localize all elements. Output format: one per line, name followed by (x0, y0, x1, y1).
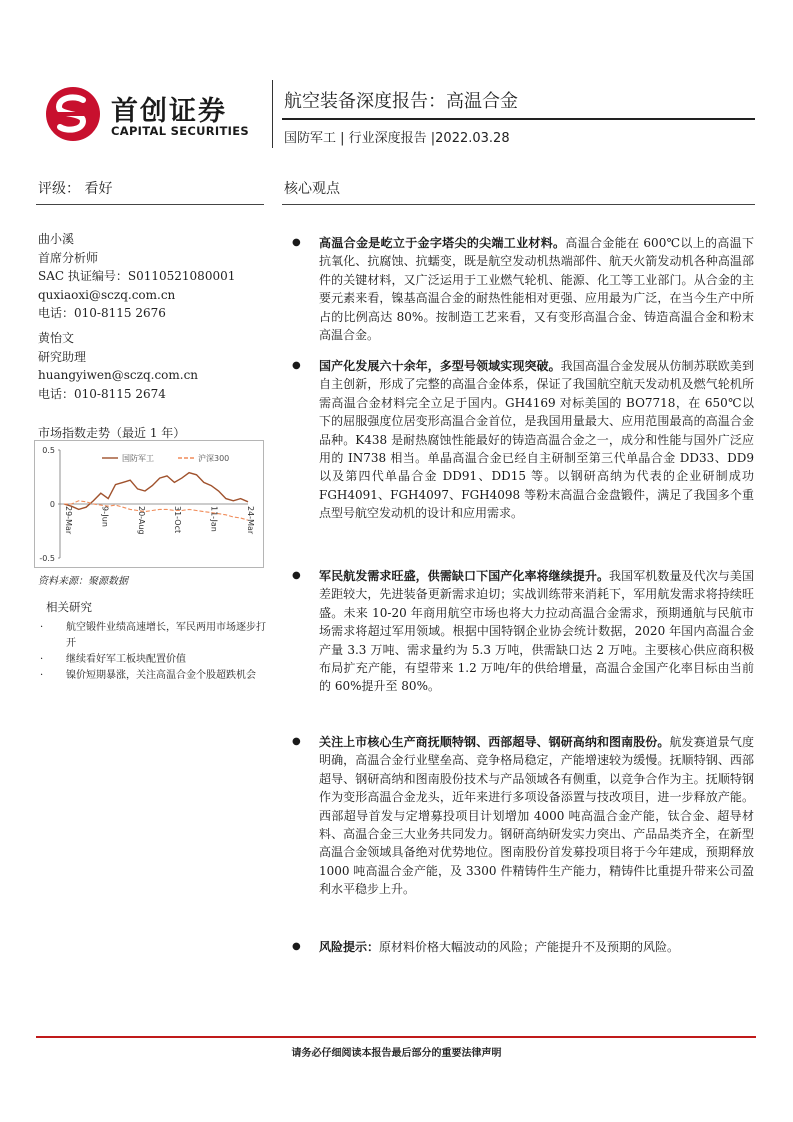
core-view-text (319, 567, 754, 696)
core-view-lead: 军民航发需求旺盛，供需缺口下国产化率将继续提升。 (319, 569, 610, 583)
analyst-card (38, 230, 235, 323)
x-tick-label: 9-Jun (100, 506, 110, 527)
core-view-body: 我国军机数量及代次与美国差距较大，先进装备更新需求迫切；实战训练带来消耗下，军用航发需求将持续旺盛。未来 10-20 年商用航空市场也将大力拉动高温合金需求，预期通航与民航市场需求将超过军用领域。根据中国特钢企业协会统计数据，2020 年国内高温合金产量 3.3 万吨、需求量约为 5.3 万吨，供需缺口达 2 万吨。主要核心供应商积极布局扩充产能，有望带来 1.2 万吨/年的供给增量，高温合金国产化率目标由当前的 60%提升至 80%。 (319, 569, 754, 694)
core-view-text (319, 234, 754, 344)
related-research-text[interactable]: 继续看好军工板块配置价值 (66, 654, 186, 665)
core-view-body: 原材料价格大幅波动的风险；产能提升不及预期的风险。 (379, 940, 680, 954)
analyst-sac: SAC 执证编号：S0110521080001 (38, 269, 236, 283)
x-tick-label: 31-Oct (173, 506, 183, 534)
logo-text-cn: 首创证券 (111, 96, 227, 127)
analyst-name: 黄怡文 (38, 331, 75, 345)
analyst-email[interactable]: huangyiwen@sczq.com.cn (38, 368, 199, 382)
report-meta: 国防军工 | 行业深度报告 |2022.03.28 (284, 131, 510, 146)
bullet-dot: ● (292, 941, 301, 952)
footer-disclaimer[interactable]: 请务必仔细阅读本报告最后部分的重要法律声明 (291, 1048, 502, 1059)
list-bullet: · (40, 654, 44, 665)
sidebar-rule (36, 204, 264, 205)
core-view-lead: 关注上市核心生产商抚顺特钢、西部超导、钢研高纳和图南股份。 (319, 735, 670, 749)
x-tick-label: 24-Mar (246, 506, 255, 535)
company-logo (45, 86, 260, 142)
bullet-dot: ● (292, 736, 301, 747)
y-tick-label: 0.5 (42, 446, 55, 455)
core-view-body: 我国高温合金发展从仿制苏联欧美到自主创新，形成了完整的高温合金体系，保证了我国航空航天发动机及燃气轮机所需高温合金材料完全立足于国内。GH4169 对标美国的 BO7718，在 650℃以下的屈服强度位居变形高温合金首位，是我国用量最大、应用范围最高的高温合金品种。K438 是耐热腐蚀性能最好的铸造高温合金之一，成分和性能与国外广泛应用的 IN738 相当。单晶高温合金已经自主研制至第三代单晶合金 DD33、DD9 以及第四代单晶合金 DD91、DD15 等。以钢研高纳为代表的企业研制成功 FGH4091、FGH4097、FGH4098 等粉末高温合金盘锻件，满足了我国多个重点型号航空发动机的设计和应用需求。 (319, 359, 754, 521)
core-view-text (319, 938, 754, 956)
bullet-dot: ● (292, 360, 301, 371)
logo-text-en: CAPITAL SECURITIES (111, 124, 249, 138)
core-view-body: 高温合金能在 600℃以上的高温下抗氧化、抗腐蚀、抗蠕变，既是航空发动机热端部件、航天火箭发动机各种高温部件的关键材料，又广泛运用于工业燃气轮机、能源、化工等工业部门。从合金的主要元素来看，镍基高温合金的耐热性能相对更强、应用最为广泛，在当今生产中所占的比例高达 80%。按制造工艺来看，又有变形高温合金、铸造高温合金和粉末高温合金。 (319, 236, 754, 343)
related-research-text[interactable]: 航空锻件业绩高速增长，军民两用市场逐步打开 (66, 622, 266, 649)
core-views-heading: 核心观点 (284, 181, 340, 197)
core-view-text (319, 357, 754, 523)
header-divider (272, 80, 273, 148)
x-tick-label: 20-Aug (136, 506, 146, 535)
analyst-title: 首席分析师 (38, 250, 99, 265)
list-bullet: · (40, 622, 44, 633)
analyst-card (38, 329, 198, 403)
report-title: 航空装备深度报告：高温合金 (284, 91, 518, 112)
x-tick-label: 11-Jan (209, 506, 219, 532)
footer-rule (36, 1036, 756, 1038)
analyst-email[interactable]: quxiaoxi@sczq.com.cn (38, 287, 176, 302)
legend-label: 国防军工 (122, 454, 154, 463)
core-view-text (319, 733, 754, 899)
y-tick-label: 0 (49, 500, 55, 509)
legend-label: 沪深300 (198, 454, 230, 463)
bullet-dot: ● (292, 237, 301, 248)
analyst-name: 曲小溪 (38, 232, 75, 246)
analyst-title: 研究助理 (38, 349, 87, 364)
chart-title: 市场指数走势（最近 1 年） (38, 426, 186, 440)
main-rule (282, 204, 755, 205)
x-tick-label: 29-Mar (64, 506, 73, 535)
y-tick-label: -0.5 (39, 554, 55, 563)
related-research-heading: 相关研究 (46, 600, 92, 614)
core-view-lead: 高温合金是屹立于金字塔尖的尖端工业材料。 (319, 236, 566, 250)
analyst-phone: 电话：010-8115 2674 (38, 386, 166, 401)
list-bullet: · (40, 670, 44, 681)
bullet-dot: ● (292, 570, 301, 581)
core-view-lead: 风险提示： (319, 940, 380, 954)
core-view-lead: 国产化发展六十余年，多型号领域实现突破。 (319, 359, 561, 373)
header-rule (282, 118, 755, 120)
related-research-text[interactable]: 镍价短期暴涨，关注高温合金个股超跌机会 (66, 670, 256, 681)
analyst-phone: 电话：010-8115 2676 (38, 306, 166, 320)
chart-source: 资料来源：聚源数据 (38, 576, 128, 587)
rating: 评级： 看好 (38, 181, 113, 197)
market-index-chart (34, 440, 264, 568)
core-view-body: 航发赛道景气度明确，高温合金行业壁垒高、竞争格局稳定，产能增速较为缓慢。抚顺特钢、西部超导、钢研高纳和图南股份技术与产品领域各有侧重，以竞争合作为主。抚顺特钢作为变形高温合金龙头，近年来进行多项设备添置与技改项目，进一步释放产能。西部超导首发与定增募投项目计划增加 4000 吨高温合金产能，钛合金、超导材料、高温合金三大业务共同发力。钢研高纳研发实力突出、产品品类齐全，在新型高温合金领域具备绝对优势地位。图南股份首发募投项目将于今年建成，预期释放 1000 吨高温合金产能，及 3300 件精铸件生产能力，精铸件比重提升带来公司盈利水平稳步上升。 (319, 735, 754, 897)
logo-mark-icon (45, 86, 101, 142)
